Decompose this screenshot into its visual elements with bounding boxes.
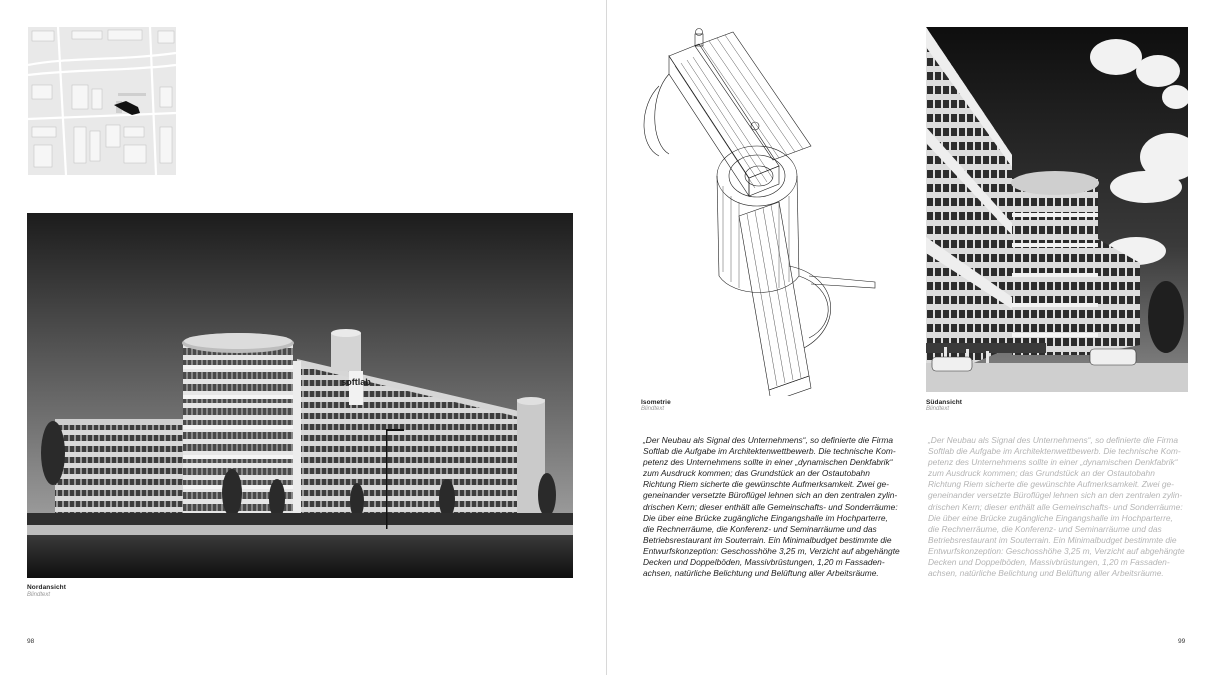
ghost-text-line: Entwurfskonzeption: Geschosshöhe 3,25 m, Verzicht auf abgehängte [928, 545, 1185, 556]
left-page [0, 0, 606, 675]
ghost-text-line: Decken und Doppelböden, Massivbrüstungen, 1,20 m Fassaden- [928, 557, 1170, 568]
ghost-text-line: Betriebsrestaurant im Souterrain. Ein Minimalbudget bestimmte die [928, 534, 1177, 545]
ghost-text-line: drischen Kern; dieser enthält alle Gemeinschafts- und Sonderräume: [928, 501, 1183, 512]
text-line: Softlab die Aufgabe im Architektenwettbewerb. Die technische Kom- [643, 446, 896, 457]
page-number-right: 99 [1178, 638, 1186, 645]
site-plan-drawing [28, 27, 176, 175]
ghost-text-line: geneinander versetzte Büroflügel lehnen sich an den zentralen zylin- [928, 490, 1183, 501]
north-view-caption-subtitle: Blindtext [27, 592, 51, 598]
ghost-text-column [928, 435, 1190, 579]
ghost-text-line: Richtung Riem sicherte die gewünschte Aufmerksamkeit. Zwei ge- [928, 479, 1174, 490]
photo-north-view [27, 213, 573, 578]
body-text-column [643, 435, 905, 579]
ghost-text-line: die Rechnerräume, die Konferenz- und Seminarräume und das [928, 523, 1162, 534]
site-plan-map [28, 27, 176, 175]
ghost-text-line: Die über eine Brücke zugängliche Eingangshalle im Hochparterre, [928, 512, 1173, 523]
isometric-caption-subtitle: Blindtext [641, 406, 665, 412]
text-line: „Der Neubau als Signal des Unternehmens“, so definierte die Firma [643, 435, 893, 445]
text-line: Entwurfskonzeption: Geschosshöhe 3,25 m, Verzicht auf abgehängte [643, 545, 900, 556]
text-line: Richtung Riem sicherte die gewünschte Aufmerksamkeit. Zwei ge- [643, 479, 889, 490]
ghost-text-line: „Der Neubau als Signal des Unternehmens“, so definierte die Firma [928, 435, 1178, 445]
north-view-photo [27, 213, 573, 578]
photo-south-view [926, 27, 1188, 392]
text-line: achsen, natürliche Belichtung und Belüftung aller Arbeitsräume. [643, 568, 879, 579]
ghost-text-line: zum Ausdruck kommen; das Grundstück an der Ostautobahn [928, 468, 1155, 479]
ghost-text-line: achsen, natürliche Belichtung und Belüftung aller Arbeitsräume. [928, 568, 1164, 579]
south-view-caption-subtitle: Blindtext [926, 406, 950, 412]
isometric-line-drawing [639, 26, 879, 396]
text-line: die Rechnerräume, die Konferenz- und Seminarräume und das [643, 523, 877, 534]
north-view-caption-title: Nordansicht [27, 584, 67, 591]
ghost-text-line: Softlab die Aufgabe im Architektenwettbewerb. Die technische Kom- [928, 446, 1181, 457]
text-line: Betriebsrestaurant im Souterrain. Ein Minimalbudget bestimmte die [643, 534, 892, 545]
page-number-left: 98 [27, 638, 35, 645]
right-page [607, 0, 1213, 675]
softlab-sign: softlab [341, 377, 371, 387]
text-line: drischen Kern; dieser enthält alle Gemeinschafts- und Sonderräume: [643, 501, 898, 512]
south-view-photo [926, 27, 1188, 392]
text-line: zum Ausdruck kommen; das Grundstück an der Ostautobahn [643, 468, 870, 479]
ghost-text-line: petenz des Unternehmens sollte in einer „dynamischen Denkfabrik“ [928, 457, 1178, 468]
text-line: Decken und Doppelböden, Massivbrüstungen, 1,20 m Fassaden- [643, 557, 885, 568]
text-line: Die über eine Brücke zugängliche Eingangshalle im Hochparterre, [643, 512, 888, 523]
text-line: geneinander versetzte Büroflügel lehnen sich an den zentralen zylin- [643, 490, 898, 501]
text-line: petenz des Unternehmens sollte in einer „dynamischen Denkfabrik“ [643, 457, 893, 468]
isometric-caption-title: Isometrie [641, 399, 671, 406]
south-view-caption-title: Südansicht [926, 399, 963, 406]
isometric-drawing [639, 26, 879, 396]
